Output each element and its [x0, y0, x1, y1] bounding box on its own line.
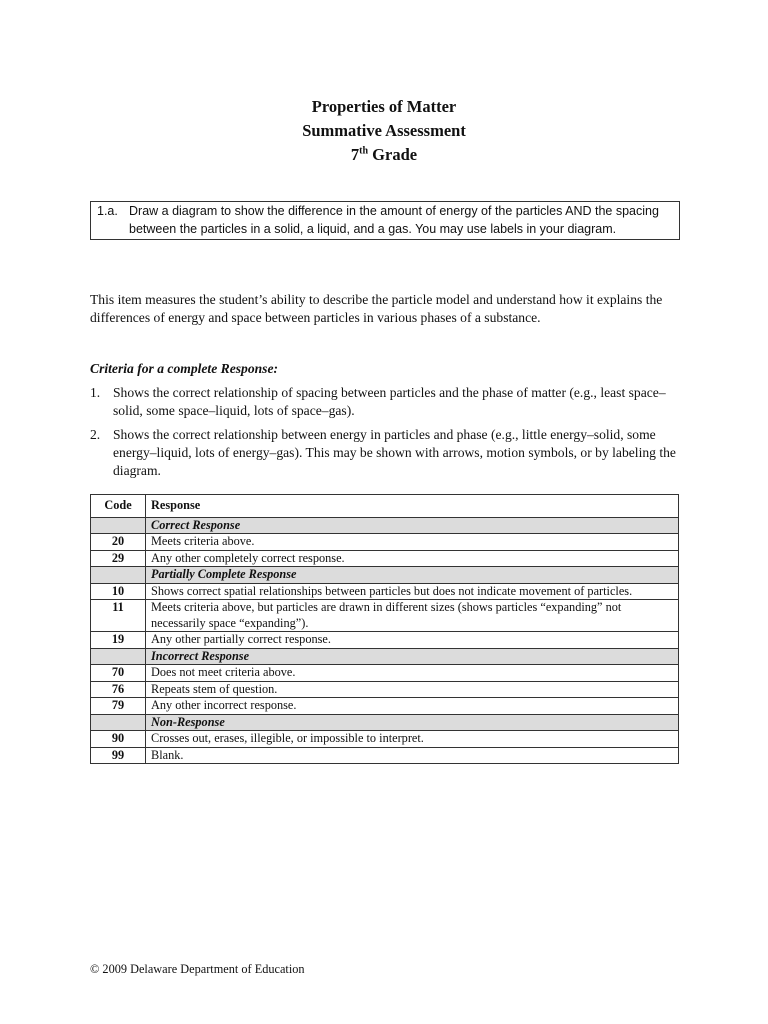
question-box — [90, 201, 680, 240]
section-code-cell — [91, 648, 146, 665]
code-cell: 29 — [91, 550, 146, 567]
grade-number: 7 — [350, 145, 360, 164]
rubric-section-row — [91, 648, 679, 665]
response-cell: Repeats stem of question. — [146, 681, 679, 698]
code-cell: 90 — [91, 731, 146, 748]
criteria-heading: Criteria for a complete Response: — [90, 361, 279, 376]
response-cell: Any other incorrect response. — [146, 698, 679, 715]
code-cell: 99 — [91, 747, 146, 764]
section-label: Non-Response — [146, 714, 679, 731]
code-cell: 76 — [91, 681, 146, 698]
code-cell: 19 — [91, 632, 146, 649]
intro-paragraph: This item measures the student’s ability to describe the particle model and understand how it explains the differences of energy and space between particles in various phases of a substance. — [90, 292, 663, 325]
question-text: Draw a diagram to show the difference in the amount of energy of the particles AND the spacing between the particles in a solid, a liquid, and a gas. You may use labels in your diagram. — [129, 204, 659, 236]
response-cell: Blank. — [146, 747, 679, 764]
document-title — [0, 95, 768, 167]
code-cell: 20 — [91, 534, 146, 551]
rubric-section-row — [91, 714, 679, 731]
grade-word: Grade — [372, 145, 418, 164]
response-cell: Any other partially correct response. — [146, 632, 679, 649]
response-cell: Meets criteria above, but particles are drawn in different sizes (shows particles “expanding” not necessarily space “expanding”). — [146, 600, 679, 632]
criteria-item — [90, 426, 680, 480]
response-column-header: Response — [146, 495, 679, 518]
title-grade — [0, 143, 768, 167]
question-number: 1.a. — [97, 204, 118, 218]
response-cell: Does not meet criteria above. — [146, 665, 679, 682]
response-cell: Any other completely correct response. — [146, 550, 679, 567]
rubric-table — [90, 494, 679, 764]
section-label: Partially Complete Response — [146, 567, 679, 584]
section-label: Correct Response — [146, 517, 679, 534]
table-row — [91, 632, 679, 649]
response-cell: Crosses out, erases, illegible, or impossible to interpret. — [146, 731, 679, 748]
rubric-section-row — [91, 517, 679, 534]
table-row — [91, 600, 679, 632]
grade-suffix: th — [359, 145, 369, 157]
criteria-item-number: 1. — [90, 385, 101, 400]
title-line-2: Summative Assessment — [302, 121, 466, 140]
criteria-list — [90, 384, 680, 486]
title-line-1: Properties of Matter — [311, 97, 457, 116]
criteria-item-text: Shows the correct relationship between energy in particles and phase (e.g., little energy–solid, some energy–liquid, lots of energy–gas). This may be shown with arrows, motion symbols, or by labeling the diagram. — [113, 427, 676, 478]
copyright-footer: © 2009 Delaware Department of Education — [90, 962, 305, 976]
criteria-item — [90, 384, 680, 420]
table-row — [91, 731, 679, 748]
table-row — [91, 698, 679, 715]
code-cell: 11 — [91, 600, 146, 632]
code-cell: 70 — [91, 665, 146, 682]
table-row — [91, 583, 679, 600]
criteria-item-number: 2. — [90, 427, 101, 442]
section-label: Incorrect Response — [146, 648, 679, 665]
code-cell: 79 — [91, 698, 146, 715]
rubric-section-row — [91, 567, 679, 584]
table-row — [91, 681, 679, 698]
section-code-cell — [91, 517, 146, 534]
table-row — [91, 747, 679, 764]
response-cell: Shows correct spatial relationships between particles but does not indicate movement of particles. — [146, 583, 679, 600]
code-column-header: Code — [91, 495, 146, 518]
response-cell: Meets criteria above. — [146, 534, 679, 551]
section-code-cell — [91, 567, 146, 584]
table-row — [91, 665, 679, 682]
table-row — [91, 550, 679, 567]
section-code-cell — [91, 714, 146, 731]
code-cell: 10 — [91, 583, 146, 600]
table-row — [91, 534, 679, 551]
criteria-item-text: Shows the correct relationship of spacing between particles and the phase of matter (e.g., least space–solid, some space–liquid, lots of space–gas). — [113, 385, 666, 418]
rubric-header-row — [91, 495, 679, 518]
